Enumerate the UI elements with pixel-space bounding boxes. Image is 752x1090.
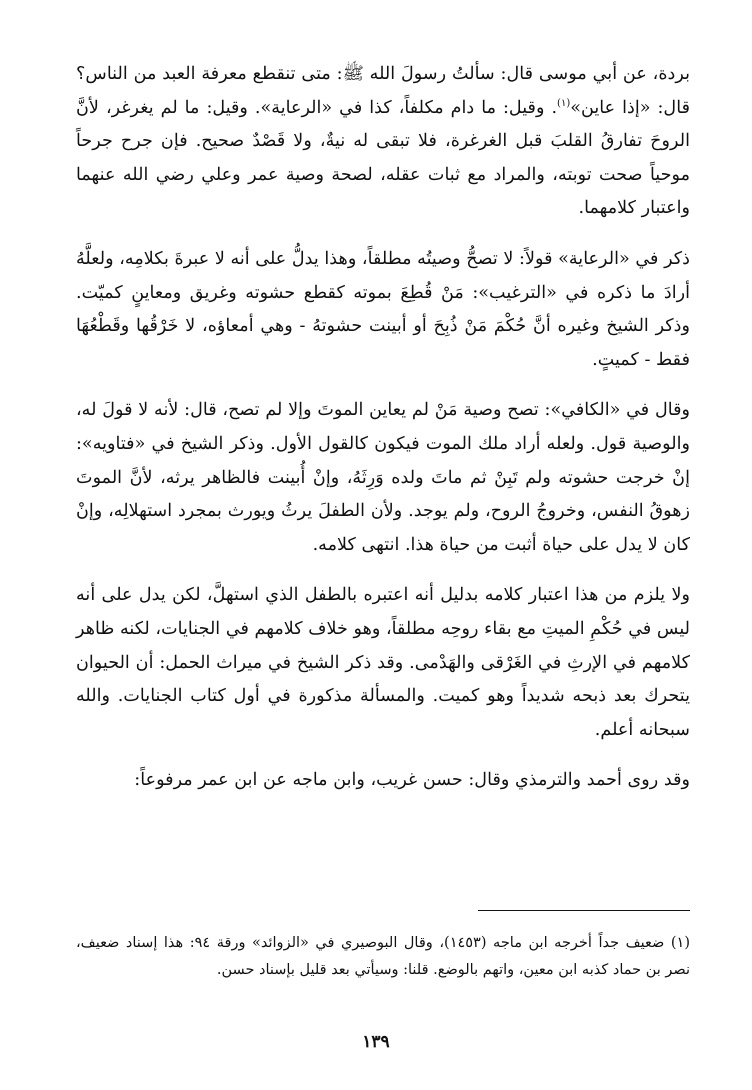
footnote-marker: (١) <box>557 97 571 109</box>
paragraph-1-head: بردة، عن أبي موسى قال: سألتُ رسولَ الله ﷺ: متى تنقطع معرفة العبد من الناس؟ قال: «إذا عاين» <box>76 64 690 118</box>
paragraph-4: ولا يلزم من هذا اعتبار كلامه بدليل أنه اعتبره بالطفل الذي استهلَّ، لكن يدل على أنه ليس في حُكْمِ الميتِ مع بقاء روحِه مطلقاً، وهو خلاف كلامهم في الجنايات، لكنه ظاهر كلامهم في الإرثِ في الغَرْقى والهَدْمى. وقد ذكر الشيخ في ميراث الحمل: أن الحيوان يتحرك بعد ذبحه شديداً وهو كميت. والمسألة مذكورة في أول كتاب الجنايات. والله سبحانه أعلم. <box>76 585 690 740</box>
footnote: (١) ضعيف جداً أخرجه ابن ماجه (١٤٥٣)، وقال البوصيري في «الزوائد» ورقة ٩٤: هذا إسناد ضعيف، نصر بن حماد كذبه ابن معين، واتهم بالوضع. قلنا: وسيأتي بعد قليل بإسناد حسن. <box>76 935 690 978</box>
paragraph-5: وقد روى أحمد والترمذي وقال: حسن غريب، وابن ماجه عن ابن عمر مرفوعاً: <box>134 770 690 791</box>
footnote-separator <box>478 910 690 911</box>
page-number: ١٣٩ <box>362 1032 390 1052</box>
main-text <box>76 58 690 815</box>
paragraph-1 <box>76 58 690 226</box>
paragraph-1-tail: . وقيل: ما دام مكلفاً، كذا في «الرعاية». وقيل: ما لم يغرغر، لأنَّ الروحَ تفارقُ القلبَ قبل الغرغرة، فلا تبقى له نيةٌ، ولا قَصْدٌ صحيح. فإن جرح جرحاً موحياً صحت توبته، والمراد مع ثبات عقله، لصحة وصية عمر وعلي رضي الله عنهما واعتبار كلامهما. <box>76 97 690 219</box>
paragraph-2: ذكر في «الرعاية» قولاً: لا تصحُّ وصيتُه مطلقاً، وهذا يدلُّ على أنه لا عبرةَ بكلامِه، ولعلَّهُ أرادَ ما ذكره في «الترغيب»: مَنْ قُطِعَ بموته كقطع حشوته وغريق ومعاينٍ كميّت. وذكر الشيخ وغيره أنَّ حُكْمَ مَنْ ذُبِحَ أو أبينت حشوتهُ - وهي أمعاؤه، لا خَرْقُها وقَطْعُهَا فقط - كميتٍ. <box>76 248 690 370</box>
paragraph-3: وقال في «الكافي»: تصح وصية مَنْ لم يعاين الموتَ وإلا لم تصح، قال: لأنه لا قولَ له، والوصية قول. ولعله أراد ملك الموت فيكون كالقول الأول. وذكر الشيخ في «فتاويه»: إنْ خرجت حشوته ولم تَبِنْ ثم ماتَ ولده وَرِثَهُ، وإنْ أُبينت فالظاهر يرثه، لأنَّ الموتَ زهوقُ النفس، وخروجُ الروح، ولم يوجد. ولأن الطفلَ يرثُ ويورث بمجرد استهلالِه، وإنْ كان لا يدل على حياة أثبت من حياة هذا. انتهى كلامه. <box>76 400 690 555</box>
